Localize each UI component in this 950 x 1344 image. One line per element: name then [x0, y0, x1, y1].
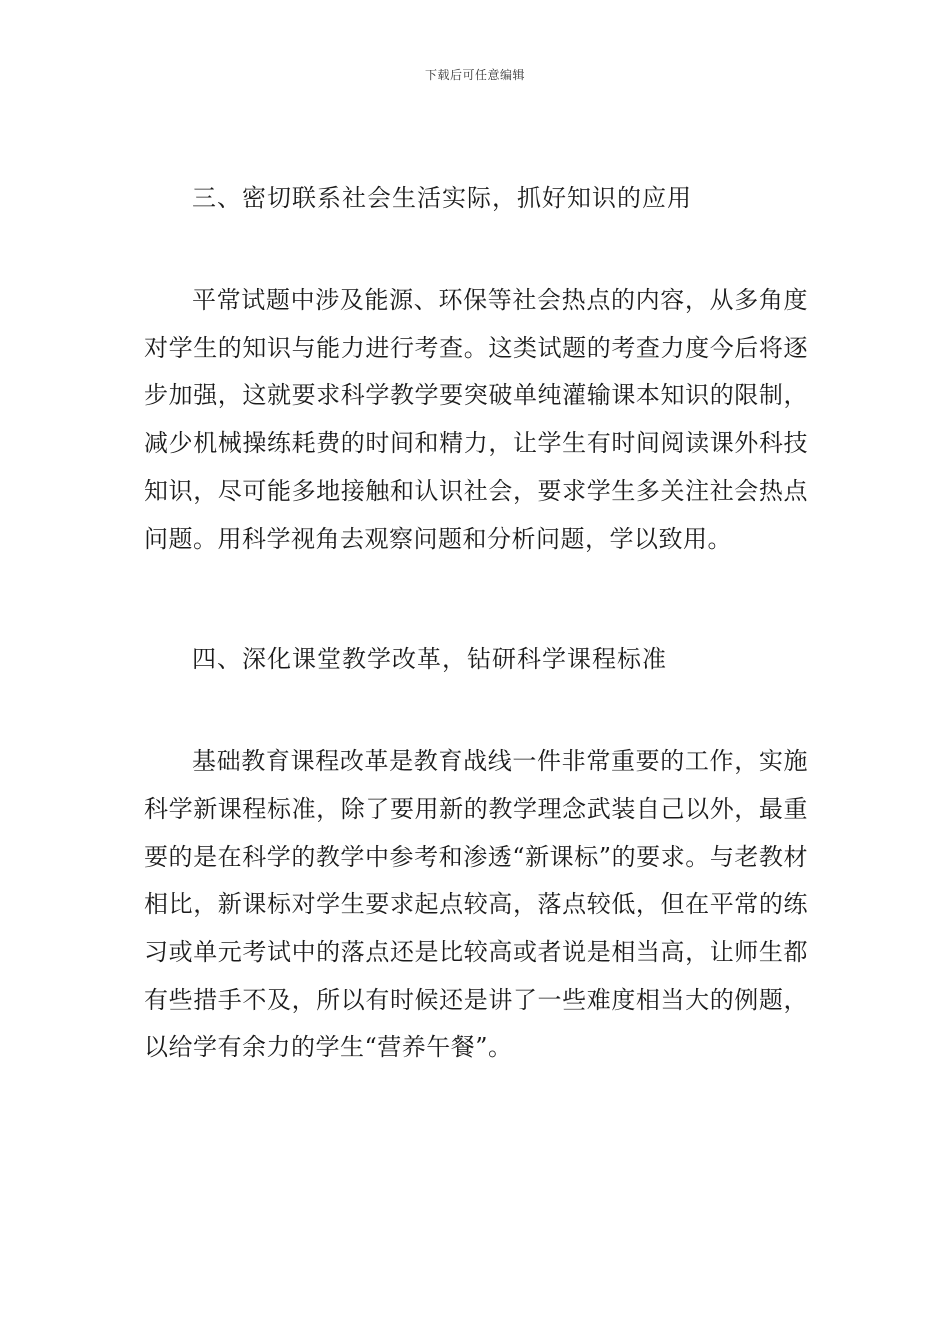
document-body [144, 172, 808, 1072]
spacer [144, 685, 808, 738]
section-3-paragraph: 平常试题中涉及能源、环保等社会热点的内容，从多角度对学生的知识与能力进行考查。这类试题的考查力度今后将逐步加强，这就要求科学教学要突破单纯灌输课本知识的限制，减少机械操练耗费的时间和精力，让学生有时间阅读课外科技知识，尽可能多地接触和认识社会，要求学生多关注社会热点问题。用科学视角去观察问题和分析问题，学以致用。 [144, 286, 808, 553]
section-3-heading: 三、密切联系社会生活实际，抓好知识的应用 [192, 184, 692, 212]
page-header-note: 下载后可任意编辑 [424, 68, 525, 82]
spacer [144, 563, 808, 633]
spacer [144, 224, 808, 277]
section-4-heading: 四、深化课堂教学改革，钻研科学课程标准 [192, 645, 667, 674]
section-4-paragraph: 基础教育课程改革是教育战线一件非常重要的工作，实施科学新课程标准，除了要用新的教学理念武装自己以外，最重要的是在科学的教学中参考和渗透“新课标”的要求。与老教材相比，新课标对学生要求起点较高，落点较低，但在平常的练习或单元考试中的落点还是比较高或者说是相当高，让师生都有些措手不及，所以有时候还是讲了一些难度相当大的例题，以给学有余力的学生“营养午餐”。 [144, 747, 808, 1062]
